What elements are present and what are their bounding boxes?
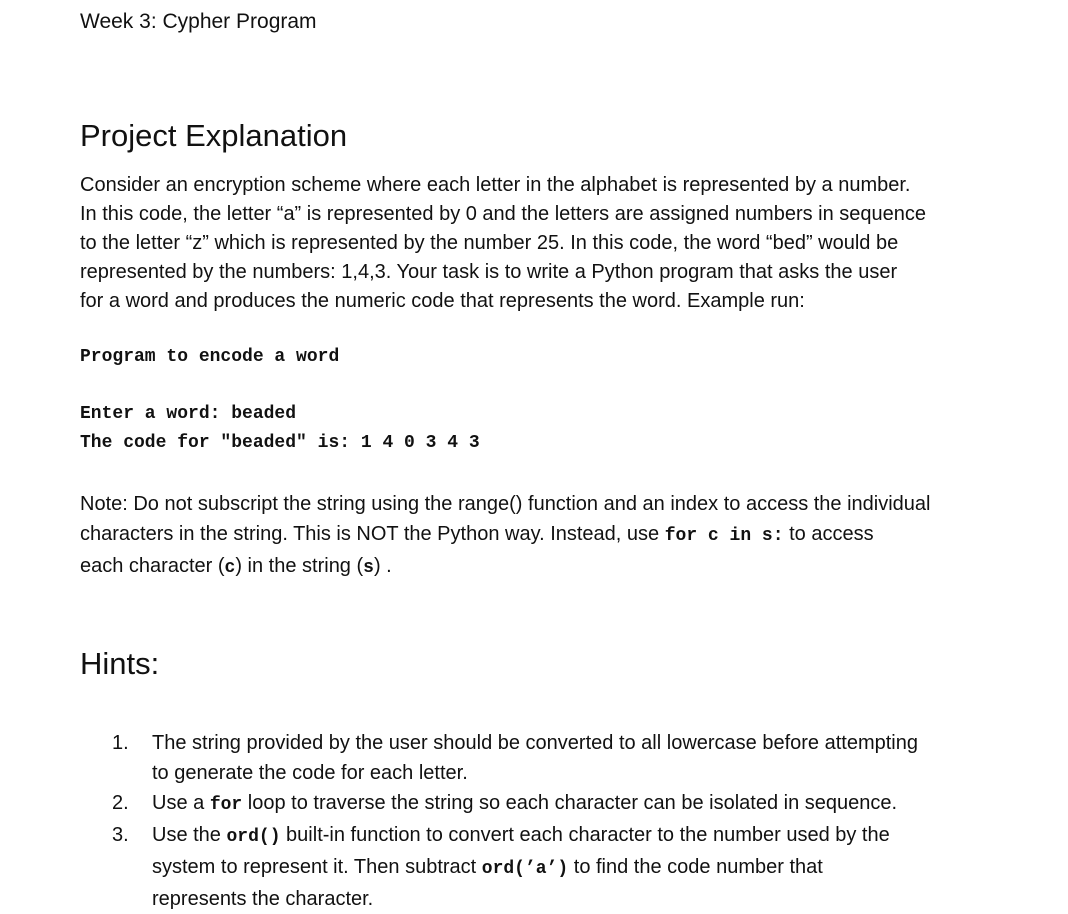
hints-heading: Hints: bbox=[80, 646, 160, 681]
note-line-2 bbox=[80, 519, 931, 551]
hint-line bbox=[152, 820, 918, 852]
inline-code-ord: ord() bbox=[226, 827, 281, 847]
project-paragraph bbox=[80, 171, 926, 316]
hint-number: 1. bbox=[112, 732, 129, 754]
inline-code-s: s bbox=[363, 558, 374, 578]
hint-text: Use the bbox=[152, 824, 227, 846]
note-text: each character ( bbox=[80, 555, 225, 577]
hint-number: 2. bbox=[112, 792, 129, 814]
hints-list bbox=[112, 728, 918, 914]
paragraph-line: Consider an encryption scheme where each letter in the alphabet is represented by a number. bbox=[80, 174, 911, 196]
hint-line: to generate the code for each letter. bbox=[152, 762, 468, 784]
note-text: characters in the string. This is NOT the Python way. Instead, use bbox=[80, 523, 665, 545]
example-banner: Program to encode a word bbox=[80, 347, 340, 367]
page-title: Week 3: Cypher Program bbox=[80, 10, 317, 33]
hint-item bbox=[112, 728, 918, 788]
hint-text: to find the code number that bbox=[568, 856, 823, 878]
note-line-3 bbox=[80, 551, 931, 583]
hint-text: Use a bbox=[152, 792, 210, 814]
hint-line: The string provided by the user should be converted to all lowercase before attempting bbox=[152, 732, 918, 754]
paragraph-line: In this code, the letter “a” is represented by 0 and the letters are assigned numbers in sequence bbox=[80, 203, 927, 225]
note-line-1: Note: Do not subscript the string using the range() function and an index to access the individual bbox=[80, 493, 931, 515]
hint-text: loop to traverse the string so each character can be isolated in sequence. bbox=[242, 792, 898, 814]
inline-code-ord-a: ord(’a’) bbox=[481, 859, 569, 879]
hint-text: system to represent it. Then subtract bbox=[152, 856, 482, 878]
inline-code-for-c-in-s: for c in s: bbox=[664, 526, 784, 546]
paragraph-line: represented by the numbers: 1,4,3. Your task is to write a Python program that asks the user bbox=[80, 261, 898, 283]
note-text: ) in the string ( bbox=[235, 555, 364, 577]
hint-line bbox=[152, 788, 918, 820]
paragraph-line: to the letter “z” which is represented by the number 25. In this code, the word “bed” would be bbox=[80, 232, 899, 254]
hint-text: built-in function to convert each character to the number used by the bbox=[280, 824, 890, 846]
example-input-line: Enter a word: beaded bbox=[80, 404, 297, 424]
hint-number: 3. bbox=[112, 824, 129, 846]
hint-item bbox=[112, 820, 918, 914]
hint-item bbox=[112, 788, 918, 820]
project-heading: Project Explanation bbox=[80, 118, 348, 153]
inline-code-for: for bbox=[209, 795, 243, 815]
hint-line bbox=[152, 852, 918, 884]
note-paragraph bbox=[80, 489, 931, 583]
example-output-line: The code for "beaded" is: 1 4 0 3 4 3 bbox=[80, 433, 480, 453]
hint-line: represents the character. bbox=[152, 888, 374, 910]
inline-code-c: c bbox=[224, 558, 236, 578]
paragraph-line: for a word and produces the numeric code that represents the word. Example run: bbox=[80, 290, 805, 312]
note-text: ) . bbox=[373, 555, 392, 577]
note-text: to access bbox=[783, 523, 874, 545]
